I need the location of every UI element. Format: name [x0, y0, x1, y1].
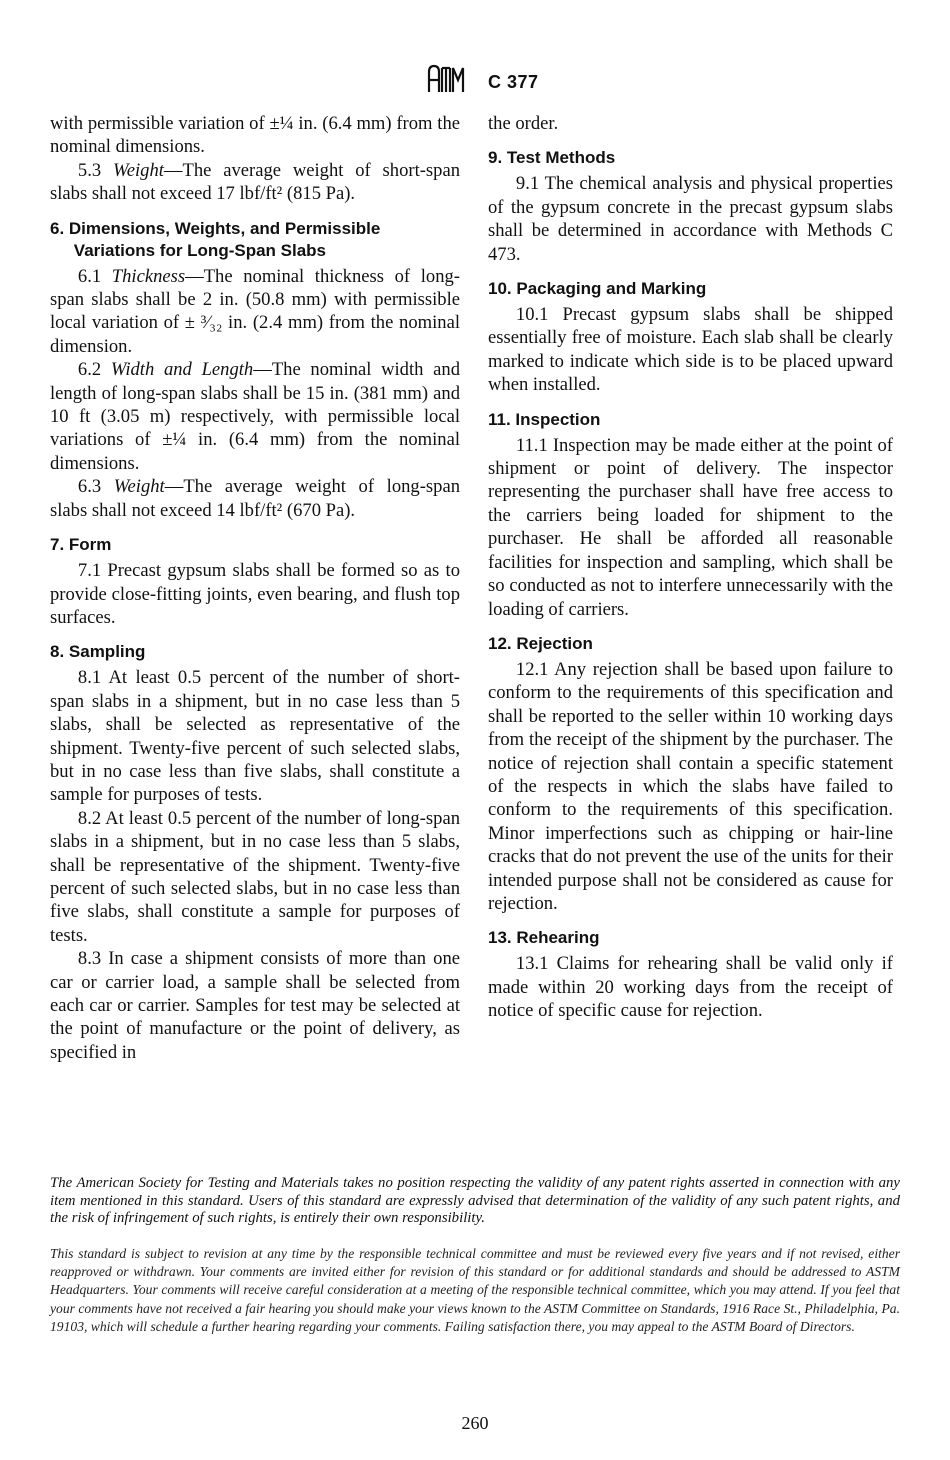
section-text: —The average weight of short-span slabs shall not exceed 17 lbf/ft² (815 Pa).: [50, 159, 461, 205]
section-text: —The nominal width and length of long-span slabs shall be 15 in. (381 mm) and 10 ft (3.05 m) respectively, with permissible local variations of ±¼ in. (6.4 mm) from the nominal dimensions.: [50, 359, 460, 474]
astm-logo: [425, 62, 465, 101]
section-6-1: [50, 265, 460, 359]
patent-notice: The American Society for Testing and Materials takes no position respecting the validity of any patent rights asserted in connection with any item mentioned in this standard. Users of this standard are expressly advised that determination of the validity of any such patent rights, and the risk of infringement of such rights, is entirely their own responsibility.: [50, 1175, 900, 1226]
section-subhead: Thickness: [111, 265, 186, 287]
section-subhead: Width and Length: [110, 359, 254, 381]
heading-section-8: 8. Sampling: [50, 642, 146, 662]
page-header: [0, 62, 950, 102]
section-11-1: 11.1 Inspection may be made either at the point of shipment or point of delivery. The inspector representing the purchaser shall have free access to the carriers being loaded for shipment to the purchaser. He shall be afforded all reasonable facilities for inspection and sampling, which shall be so conducted as not to interfere unnecessarily with the loading of carriers.: [488, 434, 893, 620]
left-column: [50, 112, 460, 1064]
revision-notice: This standard is subject to revision at any time by the responsible technical committee and must be reviewed every five years and if not revised, either reapproved or withdrawn. Your comments are invited either for revision of this standard or for additional standards and should be addressed to ASTM Headquarters. Your comments will receive careful consideration at a meeting of the responsible technical committee, which you may attend. If you feel that your comments have not received a fair hearing you should make your views known to the ASTM Committee on Standards, 1916 Race St., Philadelphia, Pa. 19103, which will schedule a further hearing regarding your comments. Failing satisfaction there, you may appeal to the ASTM Board of Directors.: [50, 1246, 900, 1334]
section-8-2: 8.2 At least 0.5 percent of the number of long-span slabs in a shipment, but in no case less than 5 slabs, shall be representative of the shipment. Twenty-five percent of such selected slabs, but in no case less than five slabs, shall constitute a sample for purposes of tests.: [50, 807, 460, 946]
section-6-2: [50, 358, 460, 475]
heading-section-12: 12. Rejection: [488, 633, 593, 653]
standard-designation: C 377: [488, 72, 539, 92]
section-number: 6.1: [77, 265, 112, 287]
heading-section-7: 7. Form: [50, 535, 112, 555]
continued-paragraph: the order.: [488, 113, 559, 134]
section-number: 6.2: [77, 359, 111, 381]
section-8-1: 8.1 At least 0.5 percent of the number of short-span slabs in a shipment, but in no case less than 5 slabs, shall be selected as representative of the shipment. Twenty-five percent of such selected slabs, but in no case less than five slabs, shall constitute a sample for purposes of tests.: [50, 667, 460, 806]
section-number: 5.3: [77, 159, 113, 181]
section-9-1: 9.1 The chemical analysis and physical properties of the gypsum concrete in the precast gypsum slabs shall be determined in accordance with Methods C 473.: [488, 173, 893, 265]
section-6-3: [50, 475, 460, 522]
section-subhead: Weight: [113, 476, 165, 498]
section-13-1: 13.1 Claims for rehearing shall be valid only if made within 20 working days from the receipt of notice of specific cause for rejection.: [488, 953, 893, 1022]
section-text: —The nominal thickness of long-span slabs shall be 2 in. (50.8 mm) with permissible local variation of ± ³⁄₃₂ in. (2.4 mm) from the nominal dimension.: [50, 265, 460, 357]
heading-section-10: 10. Packaging and Marking: [488, 279, 707, 299]
section-number: 6.3: [77, 476, 114, 498]
section-text: —The average weight of long-span slabs shall not exceed 14 lbf/ft² (670 Pa).: [50, 476, 460, 521]
continued-paragraph: with permissible variation of ±¼ in. (6.4 mm) from the nominal dimensions.: [50, 113, 460, 158]
page-number: 260: [461, 1413, 489, 1433]
heading-section-13: 13. Rehearing: [488, 928, 600, 948]
section-12-1: 12.1 Any rejection shall be based upon failure to conform to the requirements of this specification and shall be reported to the seller within 10 working days from the receipt of the shipment by the purchaser. The notice of rejection shall contain a specific statement of the respects in which the slabs have failed to conform to the requirements of this specification. Minor imperfections such as chipping or hair-line cracks that do not prevent the use of the units for their intended purpose shall not be considered as cause for rejection.: [488, 658, 893, 914]
section-5-3: [50, 159, 460, 206]
section-10-1: 10.1 Precast gypsum slabs shall be shipped essentially free of moisture. Each slab shall be clearly marked to indicate which side is to be placed upward when installed.: [488, 304, 893, 396]
heading-section-9: 9. Test Methods: [488, 148, 616, 168]
heading-section-6: 6. Dimensions, Weights, and Permissible Variations for Long-Span Slabs: [50, 218, 381, 260]
section-7-1: 7.1 Precast gypsum slabs shall be formed so as to provide close-fitting joints, even bearing, and flush top surfaces.: [50, 560, 460, 628]
heading-section-11: 11. Inspection: [488, 409, 601, 429]
section-subhead: Weight: [112, 159, 164, 181]
section-8-3: 8.3 In case a shipment consists of more than one car or carrier load, a sample shall be selected from each car or carrier. Samples for test may be selected at the point of manufacture or the point of delivery, as specified in: [50, 948, 460, 1063]
right-column: [488, 112, 893, 1023]
